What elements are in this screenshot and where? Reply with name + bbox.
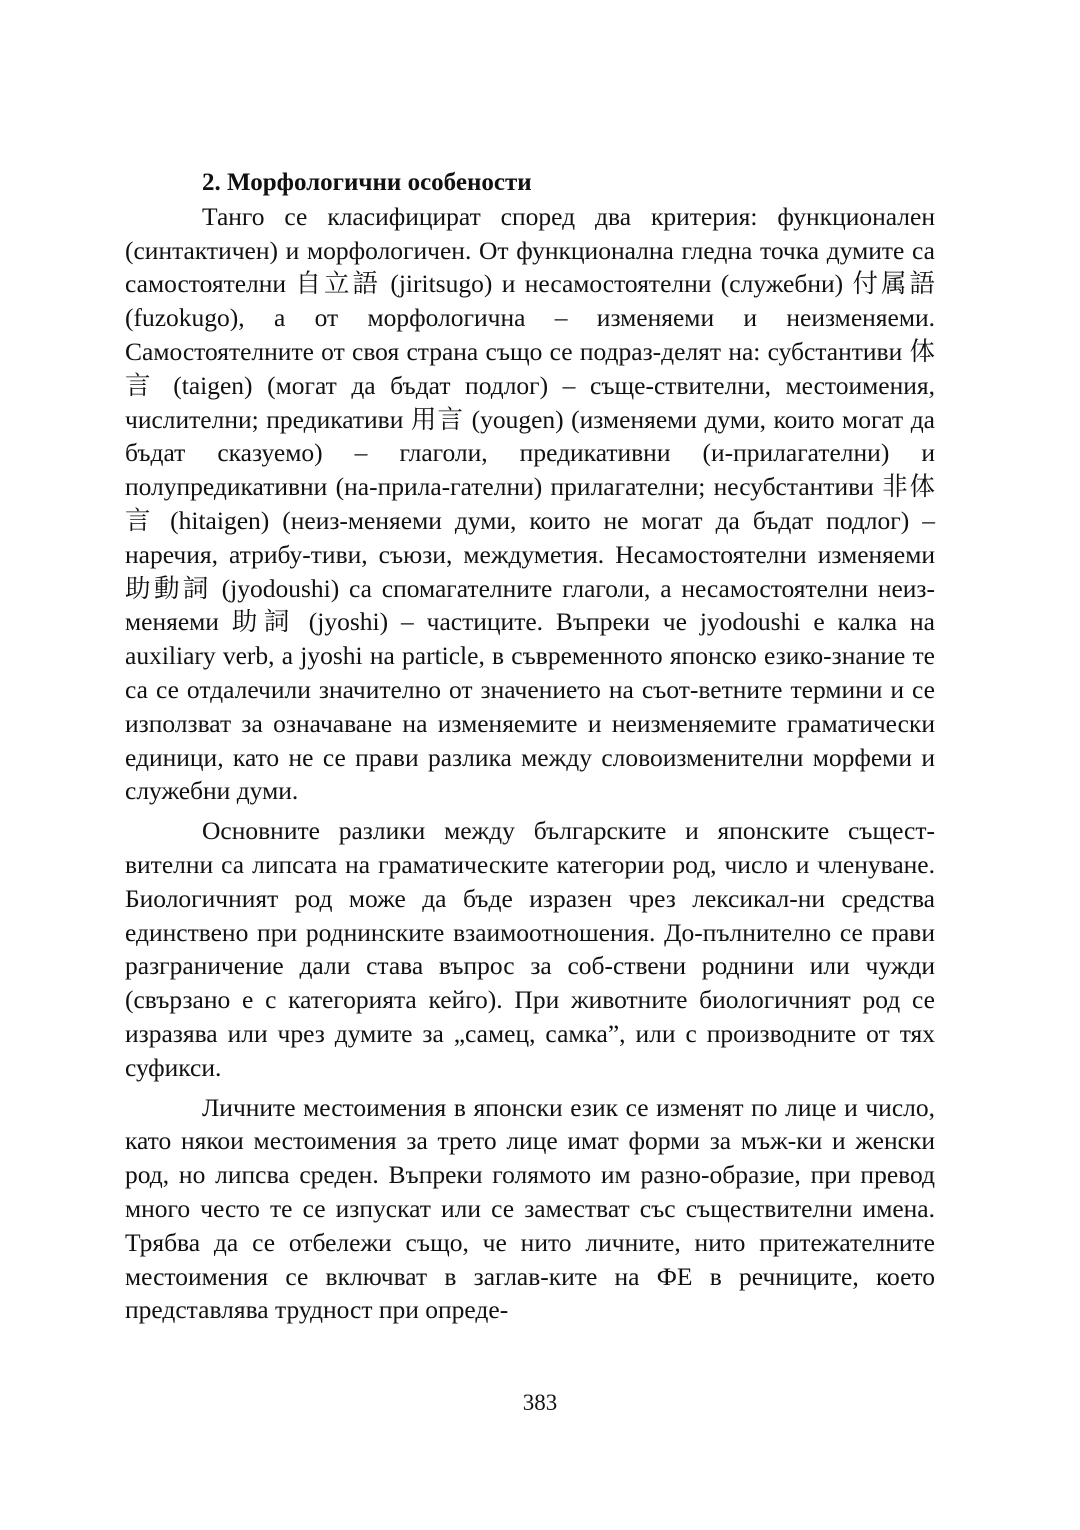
paragraph-word-classification: Танго се класифицират според два критерия: функционален (синтактичен) и морфологичен. От функционална гледна точка думите са самостоятелни 自立語 (jiritsugo) и несамостоятелни (служебни) 付属語 (fuzokugo), а от морфологична – изменяеми и неизменяеми. Самостоятелните от своя страна също се подраз-делят на: субстантиви 体言 (taigen) (могат да бъдат подлог) – съще-ствителни, местоимения, числителни; предикативи 用言 (yougen) (изменяеми думи, които могат да бъдат сказуемо) – глаголи, предикативни (и-прилагателни) и полупредикативни (на-прила-гателни) прилагателни; несубстантиви 非体言 (hitaigen) (неиз-меняеми думи, които не могат да бъдат подлог) – наречия, атрибу-тиви, съюзи, междуметия. Несамостоятелни изменяеми 助動詞 (jyodoushi) са спомагателните глаголи, а несамостоятелни неиз-меняеми 助詞 (jyoshi) – частиците. Въпреки че jyodoushi е калка на auxiliary verb, а jyoshi на particle, в съвременното японско езико-знание те са се отдалечили значително от значението на съот-ветните термини и се използват за означаване на изменяемите и неизменяемите граматически единици, като не се прави разлика между словоизменителни морфеми и служебни думи. <box>125 201 935 806</box>
paragraph-nouns: Основните разлики между българските и японските същест-вителни са липсата на граматическите категории род, число и членуване. Биологичният род може да бъде изразен чрез лексикал-ни средства единствено при роднинските взаимоотношения. До-пълнително се прави разграничение дали става въпрос за соб-ствени роднини или чужди (свързано е с категорията кейго). При животните биологичният род се изразява или чрез думите за „самец, самка”, или с производните от тях суфикси. <box>125 816 935 1082</box>
section-heading: 2. Морфологични особености <box>202 169 532 196</box>
body-text <box>125 166 935 1327</box>
page-number: 383 <box>522 1390 558 1415</box>
paragraph-pronouns: Личните местоимения в японски език се изменят по лице и число, като някои местоимения за трето лице имат форми за мъж-ки и женски род, но липсва среден. Въпреки голямото им разно-образие, при превод много често те се изпускат или се заместват със съществителни имена. Трябва да се отбележи също, че нито личните, нито притежателните местоимения се включват в заглав-ките на ФЕ в речниците, което представлява трудност при опреде- <box>125 1092 935 1325</box>
